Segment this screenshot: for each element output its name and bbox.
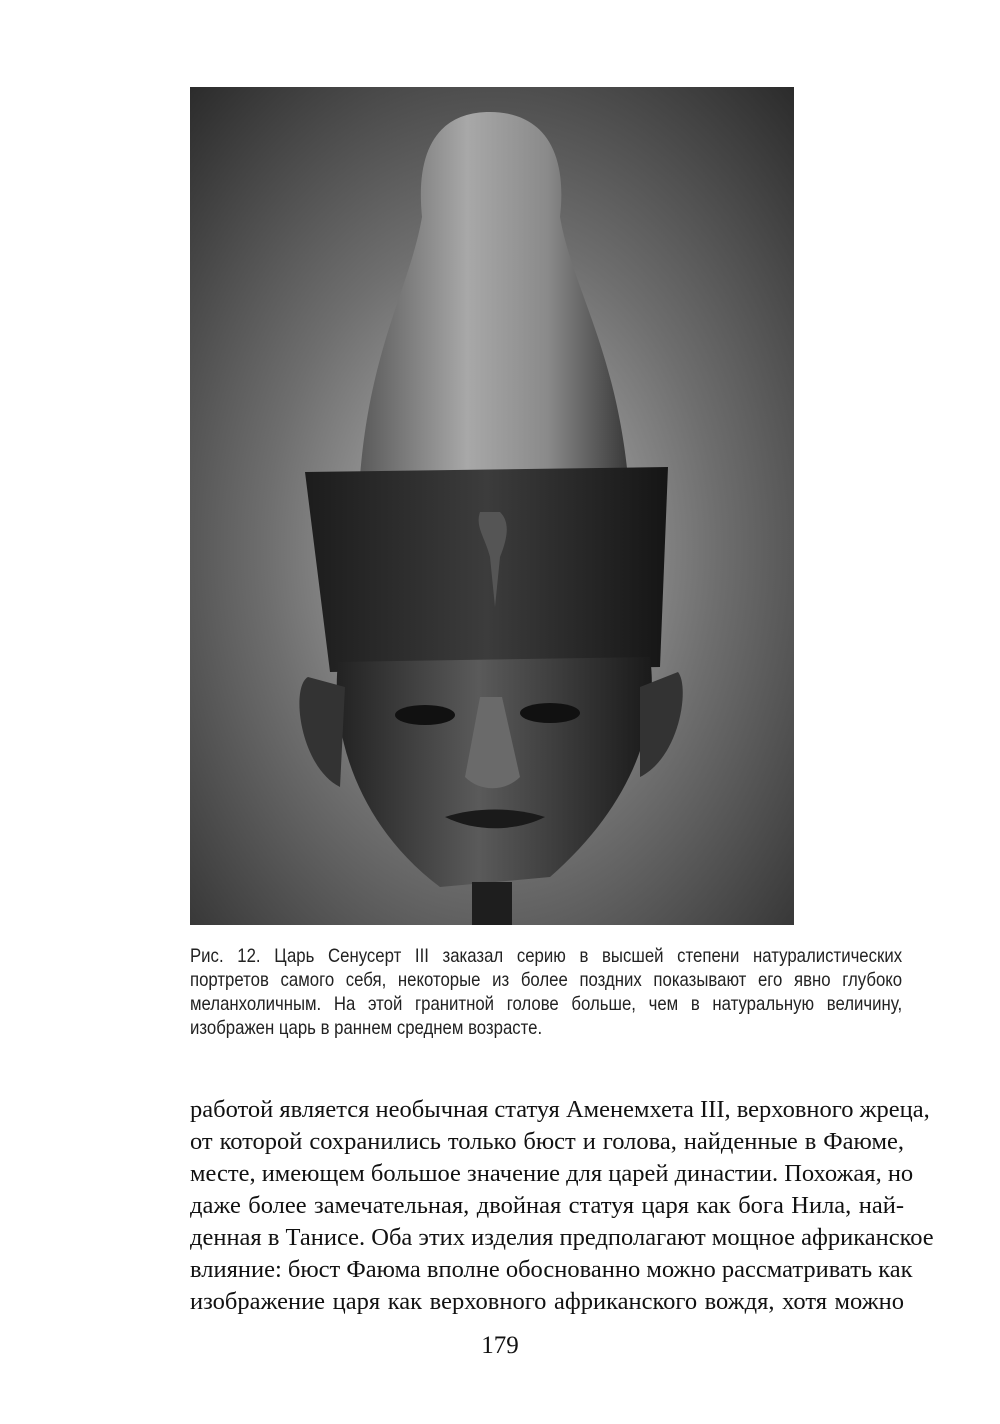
page-number: 179 [481,1332,519,1359]
body-line: денная в Танисе. Оба этих изделия предполагают мощное африканское [190,1224,934,1251]
body-text [190,1094,934,1318]
body-line: месте, имеющем большое значение для царей династии. Похожая, но [190,1160,914,1187]
caption-line: меланхоличным. На этой гранитной голове больше, чем в натуральную величину, [190,993,903,1015]
caption-line: портретов самого себя, некоторые из более поздних показывают его явно глубоко [190,969,903,991]
caption-line: изображен царь в раннем среднем возрасте. [190,1017,543,1039]
caption-line: Рис. 12. Царь Сенусерт III заказал серию в высшей степени натуралистических [190,945,903,967]
body-line: работой является необычная статуя Аменемхета III, верховного жреца, [190,1096,930,1123]
body-line: изображение царя как верховного африканского вождя, хотя можно [190,1288,904,1315]
figure-photo-senusret-head [190,87,794,925]
body-line: влияние: бюст Фаюма вполне обоснованно можно рассматривать как [190,1256,913,1283]
figure-caption [190,944,902,1040]
body-line: от которой сохранились только бюст и голова, найденные в Фаюме, [190,1128,904,1155]
body-line: даже более замечательная, двойная статуя царя как бога Нила, най- [190,1192,904,1219]
